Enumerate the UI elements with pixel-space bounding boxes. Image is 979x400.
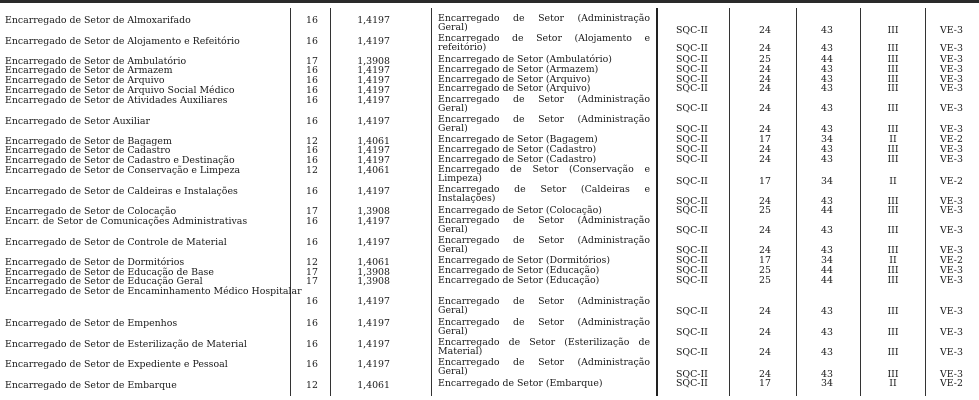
position-name: Encarregado de Setor de Arquivo Social Médico <box>5 85 235 96</box>
class-code: SQC-II <box>676 64 708 75</box>
reference-value: 44 <box>821 54 833 65</box>
ve-code: VE-3 <box>940 306 963 317</box>
factor-value: 1,4197 <box>357 155 390 166</box>
reference-value: 24 <box>759 124 771 135</box>
new-title: Encarregado de Setor (Administração Geral) <box>438 235 650 256</box>
ve-code: VE-3 <box>940 64 963 75</box>
grade-value: III <box>887 74 899 85</box>
factor-value: 1,4197 <box>357 36 390 47</box>
level-value: 12 <box>306 165 318 176</box>
grade-value: III <box>887 25 899 36</box>
class-code: SQC-II <box>676 306 708 317</box>
position-name: Encarregado de Setor de Educação Geral <box>5 276 203 287</box>
reference-value: 34 <box>821 176 833 187</box>
class-code: SQC-II <box>676 369 708 380</box>
position-name: Encarregado de Setor de Encaminhamento Médico Hospitalar <box>5 286 302 297</box>
grade-value: III <box>887 245 899 256</box>
level-value: 16 <box>306 75 318 86</box>
grade-value: III <box>887 275 899 286</box>
new-title: Encarregado de Setor (Arquivo) <box>438 83 591 94</box>
reference-value: 24 <box>759 83 771 94</box>
reference-value: 24 <box>759 144 771 155</box>
grade-value: II <box>889 176 897 187</box>
level-value: 16 <box>306 145 318 156</box>
top-rule <box>0 0 979 3</box>
new-title: Encarregado de Setor (Educação) <box>438 265 600 276</box>
class-code: SQC-II <box>676 103 708 114</box>
level-value: 17 <box>306 206 318 217</box>
reference-value: 34 <box>821 255 833 266</box>
reference-value: 43 <box>821 83 833 94</box>
reference-value: 43 <box>821 369 833 380</box>
new-title: Encarregado de Setor (Administração Geral) <box>438 94 650 115</box>
ve-code: VE-3 <box>940 347 963 358</box>
position-name: Encarregado de Setor de Atividades Auxiliares <box>5 95 228 106</box>
factor-value: 1,4197 <box>357 145 390 156</box>
class-code: SQC-II <box>676 54 708 65</box>
level-value: 12 <box>306 257 318 268</box>
column-rule <box>330 8 331 396</box>
reference-value: 43 <box>821 225 833 236</box>
reference-value: 44 <box>821 205 833 216</box>
reference-value: 43 <box>821 327 833 338</box>
level-value: 16 <box>306 95 318 106</box>
level-value: 16 <box>306 85 318 96</box>
class-code: SQC-II <box>676 245 708 256</box>
level-value: 17 <box>306 267 318 278</box>
position-name: Encarregado de Setor de Colocação <box>5 206 177 217</box>
level-value: 16 <box>306 15 318 26</box>
ve-code: VE-3 <box>940 124 963 135</box>
grade-value: III <box>887 327 899 338</box>
level-value: 16 <box>306 237 318 248</box>
ve-code: VE-2 <box>940 255 963 266</box>
new-title: Encarregado de Setor (Administração Geral) <box>438 357 650 378</box>
reference-value: 25 <box>759 54 771 65</box>
column-rule <box>925 8 926 396</box>
reference-value: 24 <box>759 43 771 54</box>
ve-code: VE-3 <box>940 74 963 85</box>
position-name: Encarregado de Setor de Expediente e Pessoal <box>5 359 228 370</box>
class-code: SQC-II <box>676 176 708 187</box>
grade-value: II <box>889 378 897 389</box>
reference-value: 43 <box>821 154 833 165</box>
ve-code: VE-3 <box>940 83 963 94</box>
position-name: Encarregado de Setor de Educação de Base <box>5 267 214 278</box>
factor-value: 1,4197 <box>357 85 390 96</box>
class-code: SQC-II <box>676 378 708 389</box>
new-title: Encarregado de Setor (Ambulatório) <box>438 54 612 65</box>
class-code: SQC-II <box>676 196 708 207</box>
reference-value: 43 <box>821 25 833 36</box>
reference-value: 17 <box>759 134 771 145</box>
factor-value: 1,4197 <box>357 296 390 307</box>
reference-value: 24 <box>759 196 771 207</box>
grade-value: III <box>887 64 899 75</box>
reference-value: 25 <box>759 275 771 286</box>
new-title: Encarregado de Setor (Arquivo) <box>438 74 591 85</box>
class-code: SQC-II <box>676 25 708 36</box>
grade-value: III <box>887 103 899 114</box>
ve-code: VE-3 <box>940 275 963 286</box>
new-title: Encarregado de Setor (Esterilização de Material) <box>438 337 650 358</box>
factor-value: 1,3908 <box>357 267 390 278</box>
ve-code: VE-3 <box>940 196 963 207</box>
reference-value: 24 <box>759 347 771 358</box>
class-code: SQC-II <box>676 83 708 94</box>
new-title: Encarregado de Setor (Administração Geral) <box>438 317 650 338</box>
position-name: Encarr. de Setor de Comunicações Administrativas <box>5 216 248 227</box>
position-name: Encarregado de Setor de Cadastro <box>5 145 171 156</box>
column-rule <box>656 8 658 396</box>
reference-value: 24 <box>759 225 771 236</box>
ve-code: VE-2 <box>940 176 963 187</box>
level-value: 17 <box>306 56 318 67</box>
reference-value: 17 <box>759 255 771 266</box>
ve-code: VE-3 <box>940 327 963 338</box>
grade-value: III <box>887 347 899 358</box>
ve-code: VE-3 <box>940 225 963 236</box>
reference-value: 24 <box>759 64 771 75</box>
factor-value: 1,4197 <box>357 116 390 127</box>
factor-value: 1,3908 <box>357 56 390 67</box>
reference-value: 24 <box>759 154 771 165</box>
position-name: Encarregado de Setor de Dormitórios <box>5 257 185 268</box>
factor-value: 1,4061 <box>357 165 390 176</box>
grade-value: III <box>887 369 899 380</box>
grade-value: III <box>887 205 899 216</box>
grade-value: III <box>887 124 899 135</box>
reference-value: 43 <box>821 43 833 54</box>
new-title: Encarregado de Setor (Conservação e Limpeza) <box>438 164 650 185</box>
reference-value: 44 <box>821 265 833 276</box>
reference-value: 44 <box>821 275 833 286</box>
reference-value: 24 <box>759 327 771 338</box>
position-name: Encarregado de Setor Auxiliar <box>5 116 150 127</box>
new-title: Encarregado de Setor (Embarque) <box>438 378 603 389</box>
reference-value: 43 <box>821 74 833 85</box>
reference-value: 17 <box>759 176 771 187</box>
new-title: Encarregado de Setor (Armazem) <box>438 64 599 75</box>
class-code: SQC-II <box>676 255 708 266</box>
class-code: SQC-II <box>676 225 708 236</box>
position-name: Encarregado de Setor de Embarque <box>5 380 177 391</box>
position-name: Encarregado de Setor de Esterilização de Material <box>5 339 247 350</box>
grade-value: III <box>887 54 899 65</box>
new-title: Encarregado de Setor (Administração Geral) <box>438 296 650 317</box>
factor-value: 1,4197 <box>357 237 390 248</box>
reference-value: 24 <box>759 245 771 256</box>
grade-value: III <box>887 196 899 207</box>
class-code: SQC-II <box>676 43 708 54</box>
reference-value: 43 <box>821 196 833 207</box>
new-title: Encarregado de Setor (Cadastro) <box>438 154 597 165</box>
class-code: SQC-II <box>676 347 708 358</box>
grade-value: III <box>887 306 899 317</box>
position-name: Encarregado de Setor de Almoxarifado <box>5 15 191 26</box>
position-name: Encarregado de Setor de Caldeiras e Instalações <box>5 186 238 197</box>
class-code: SQC-II <box>676 74 708 85</box>
grade-value: III <box>887 225 899 236</box>
reference-value: 24 <box>759 369 771 380</box>
factor-value: 1,4197 <box>357 75 390 86</box>
new-title: Encarregado de Setor (Cadastro) <box>438 144 597 155</box>
ve-code: VE-3 <box>940 103 963 114</box>
new-title: Encarregado de Setor (Educação) <box>438 275 600 286</box>
factor-value: 1,4061 <box>357 380 390 391</box>
column-rule <box>729 8 730 396</box>
level-value: 16 <box>306 339 318 350</box>
reference-value: 43 <box>821 144 833 155</box>
ve-code: VE-3 <box>940 205 963 216</box>
reference-value: 25 <box>759 205 771 216</box>
grade-value: III <box>887 265 899 276</box>
grade-value: II <box>889 134 897 145</box>
class-code: SQC-II <box>676 205 708 216</box>
position-name: Encarregado de Setor de Conservação e Limpeza <box>5 165 241 176</box>
reference-value: 25 <box>759 265 771 276</box>
class-code: SQC-II <box>676 154 708 165</box>
reference-value: 34 <box>821 134 833 145</box>
ve-code: VE-3 <box>940 265 963 276</box>
new-title: Encarregado de Setor (Administração Geral) <box>438 114 650 135</box>
grade-value: III <box>887 154 899 165</box>
reference-value: 24 <box>759 74 771 85</box>
position-name: Encarregado de Setor de Cadastro e Destinação <box>5 155 235 166</box>
class-code: SQC-II <box>676 144 708 155</box>
level-value: 16 <box>306 65 318 76</box>
factor-value: 1,4197 <box>357 15 390 26</box>
ve-code: VE-3 <box>940 154 963 165</box>
grade-value: II <box>889 255 897 266</box>
ve-code: VE-3 <box>940 245 963 256</box>
position-name: Encarregado de Setor de Armazem <box>5 65 173 76</box>
column-rule <box>431 8 432 396</box>
reference-value: 24 <box>759 103 771 114</box>
class-code: SQC-II <box>676 265 708 276</box>
reference-value: 43 <box>821 306 833 317</box>
new-title: Encarregado de Setor (Colocação) <box>438 205 602 216</box>
new-title: Encarregado de Setor (Dormitórios) <box>438 255 611 266</box>
level-value: 16 <box>306 116 318 127</box>
factor-value: 1,4197 <box>357 95 390 106</box>
ve-code: VE-3 <box>940 54 963 65</box>
factor-value: 1,4061 <box>357 136 390 147</box>
factor-value: 1,4197 <box>357 318 390 329</box>
position-name: Encarregado de Setor de Empenhos <box>5 318 178 329</box>
position-name: Encarregado de Setor de Bagagem <box>5 136 172 147</box>
column-rule <box>796 8 797 396</box>
factor-value: 1,4197 <box>357 359 390 370</box>
level-value: 16 <box>306 359 318 370</box>
position-name: Encarregado de Setor de Controle de Material <box>5 237 227 248</box>
reference-value: 43 <box>821 103 833 114</box>
factor-value: 1,4061 <box>357 257 390 268</box>
level-value: 17 <box>306 276 318 287</box>
level-value: 16 <box>306 155 318 166</box>
grade-value: III <box>887 43 899 54</box>
new-title: Encarregado de Setor (Bagagem) <box>438 134 598 145</box>
factor-value: 1,4197 <box>357 339 390 350</box>
level-value: 16 <box>306 186 318 197</box>
level-value: 16 <box>306 318 318 329</box>
grade-value: III <box>887 144 899 155</box>
new-title: Encarregado de Setor (Alojamento e refeitório) <box>438 33 650 54</box>
class-code: SQC-II <box>676 275 708 286</box>
reference-value: 24 <box>759 306 771 317</box>
ve-code: VE-3 <box>940 25 963 36</box>
ve-code: VE-2 <box>940 378 963 389</box>
new-title: Encarregado de Setor (Administração Geral) <box>438 13 650 34</box>
level-value: 12 <box>306 136 318 147</box>
level-value: 16 <box>306 216 318 227</box>
factor-value: 1,3908 <box>357 276 390 287</box>
position-name: Encarregado de Setor de Ambulatório <box>5 56 187 67</box>
level-value: 16 <box>306 36 318 47</box>
factor-value: 1,4197 <box>357 216 390 227</box>
ve-code: VE-3 <box>940 144 963 155</box>
new-title: Encarregado de Setor (Administração Geral) <box>438 215 650 236</box>
reference-value: 43 <box>821 124 833 135</box>
reference-value: 24 <box>759 25 771 36</box>
class-code: SQC-II <box>676 134 708 145</box>
ve-code: VE-3 <box>940 369 963 380</box>
column-rule <box>860 8 861 396</box>
position-name: Encarregado de Setor de Arquivo <box>5 75 165 86</box>
reference-value: 43 <box>821 64 833 75</box>
new-title: Encarregado de Setor (Caldeiras e Instalações) <box>438 184 650 205</box>
factor-value: 1,4197 <box>357 186 390 197</box>
factor-value: 1,4197 <box>357 65 390 76</box>
class-code: SQC-II <box>676 124 708 135</box>
ve-code: VE-2 <box>940 134 963 145</box>
class-code: SQC-II <box>676 327 708 338</box>
reference-value: 34 <box>821 378 833 389</box>
level-value: 16 <box>306 296 318 307</box>
grade-value: III <box>887 83 899 94</box>
reference-value: 17 <box>759 378 771 389</box>
level-value: 12 <box>306 380 318 391</box>
ve-code: VE-3 <box>940 43 963 54</box>
reference-value: 43 <box>821 245 833 256</box>
factor-value: 1,3908 <box>357 206 390 217</box>
position-name: Encarregado de Setor de Alojamento e Refeitório <box>5 36 240 47</box>
reference-value: 43 <box>821 347 833 358</box>
